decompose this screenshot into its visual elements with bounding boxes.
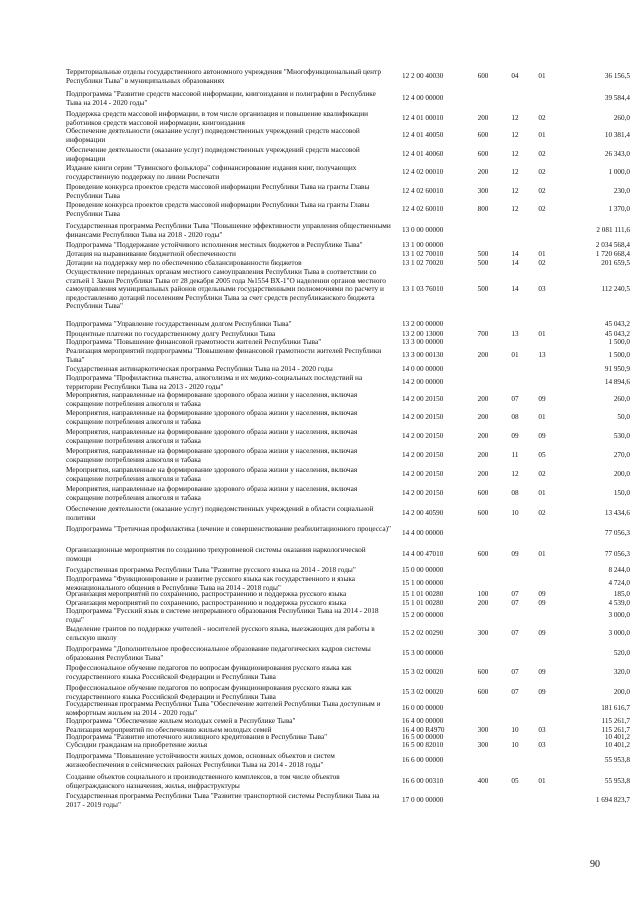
row-code: 12 4 02 00010 [402,168,444,177]
row-name: Издание книги серии "Тувинского фольклора" софинансирование издания книг, получающих государственную поддержку по линии Роспечати [66,163,357,181]
row-code: 15 2 02 00290 [402,629,444,638]
row-amount: 2 081 111,6 [596,226,630,235]
row-code: 13 0 00 00000 [402,226,444,235]
row-expense-type: 200 [477,599,489,607]
row-code: 14 4 00 00000 [402,529,444,538]
row-subsection: 01 [538,777,546,786]
row-amount: 45 043,2 [604,320,630,328]
row-amount: 77 056,3 [604,529,630,538]
row-expense-type: 200 [477,432,489,441]
row-amount: 1 370,0 [608,205,630,214]
row-expense-type: 300 [477,187,489,196]
row-expense-type: 600 [477,150,489,159]
row-subsection: 02 [538,150,546,159]
row-amount: 10 401,2 [604,741,630,749]
row-section: 12 [511,205,519,214]
row-name: Мероприятия, направленные на формирование здорового образа жизни у населения, включая сокращение потребления алкоголя и табака [66,465,358,483]
row-expense-type: 600 [477,668,489,677]
row-code: 17 0 00 00000 [402,796,444,805]
row-amount: 91 950,9 [604,365,630,373]
row-code: 15 0 00 00000 [402,566,444,574]
row-code: 12 4 01 40060 [402,150,444,159]
row-name: Государственная программа Республики Тыва "Развитие транспортной системы Республики Тыва на 2017 - 2019 годы" [66,791,380,809]
row-subsection: 03 [538,741,546,749]
row-amount: 1 694 823,7 [595,796,630,805]
row-name: Мероприятия, направленные на формирование здорового образа жизни у населения, включая сокращение потребления алкоголя и табака [66,484,358,502]
row-expense-type: 200 [477,413,489,422]
row-name: Подпрограмма "Профилактика пьянства, алкоголизма и их медико-социальных последствий на территории Республики Тыва на 2013 - 2020 годы" [66,373,363,391]
row-code: 14 2 00 40590 [402,509,444,518]
row-section: 05 [511,777,519,786]
row-name: Дотации на поддержку мер по обеспечению сбалансированности бюджетов [66,258,302,267]
row-expense-type: 200 [477,451,489,460]
row-name: Организация мероприятий по сохранению, распространению и поддержка русского языка [66,589,347,598]
row-expense-type: 200 [477,395,489,404]
row-name: Мероприятия, направленные на формирование здорового образа жизни у населения, включая сокращение потребления алкоголя и табака [66,446,358,464]
row-amount: 520,0 [613,649,630,658]
row-expense-type: 600 [477,131,489,140]
row-section: 12 [511,470,519,479]
row-code: 15 1 01 00280 [402,599,444,607]
row-subsection: 01 [538,131,546,140]
row-code: 13 3 00 00000 [402,338,444,346]
row-section: 07 [511,590,519,598]
row-name: Реализация мероприятий подпрограммы "Повышение финансовой грамотности жителей Республики Тыва" [66,346,382,364]
row-name: Мероприятия, направленные на формирование здорового образа жизни у населения, включая сокращение потребления алкоголя и табака [66,408,358,426]
row-name: Осуществление переданных органам местного самоуправления Республики Тыва в соответствии со статьей 1 Закон Республики Тыва от 28 декабря 2005 года №1554 ВХ-1"О наделении органов местного самоуправления муниципальных районов отдельными государственными полномочиями по расчету и предоставлению дотаций поселениям Республики Тыва за счет средств республиканского бюджета Республики Тыва" [66,267,386,311]
row-amount: 115 261,7 [601,726,630,734]
row-amount: 530,0 [613,432,630,441]
row-code: 13 3 00 00130 [402,351,444,360]
row-code: 15 3 02 00020 [402,668,444,677]
row-expense-type: 200 [477,168,489,177]
row-name: Дотация на выравнивание бюджетной обеспеченности [66,249,236,258]
row-code: 15 3 00 00000 [402,649,444,658]
row-code: 14 2 00 20150 [402,395,444,404]
row-subsection: 01 [538,489,546,498]
row-amount: 260,0 [613,114,630,123]
row-section: 12 [511,168,519,177]
row-amount: 3 000,0 [608,611,630,620]
row-amount: 13 434,6 [604,509,630,518]
row-expense-type: 200 [477,351,489,360]
row-code: 12 2 00 40030 [402,72,444,81]
row-subsection: 03 [538,285,546,294]
row-amount: 320,0 [613,668,630,677]
row-expense-type: 500 [477,259,489,267]
row-amount: 8 244,0 [608,566,630,574]
row-expense-type: 300 [477,726,489,734]
row-code: 16 6 00 00000 [402,756,444,765]
row-amount: 4 539,0 [608,599,630,607]
row-code: 16 0 00 00000 [402,704,444,713]
row-subsection: 09 [538,432,546,441]
row-name: Государственная антинаркотическая программа Республики Тыва на 2014 - 2020 годы [66,364,333,373]
row-expense-type: 700 [477,330,489,338]
row-code: 16 6 00 00310 [402,777,444,786]
row-section: 08 [511,489,519,498]
page-number: 90 [590,859,600,870]
row-code: 14 2 00 20150 [402,451,444,460]
row-amount: 150,0 [613,489,630,498]
row-code: 12 4 01 00010 [402,114,444,123]
row-amount: 115 261,7 [601,717,630,725]
row-code: 16 4 00 R4970 [402,726,445,734]
row-name: Поддержка средств массовой информации, в том числе организация и повышение квалификации работников средств массовой информации, книгоиздания [66,109,369,127]
row-name: Государственная программа Республики Тыва "Развитие русского языка на 2014 - 2018 годы" [66,565,356,574]
row-section: 10 [511,741,519,749]
row-section: 07 [511,599,519,607]
row-section: 12 [511,131,519,140]
row-amount: 1 720 668,4 [595,250,630,258]
row-subsection: 01 [538,413,546,422]
row-subsection: 13 [538,351,546,360]
row-name: Реализация мероприятий по обеспечению жильем молодых семей [66,725,272,734]
row-code: 15 1 00 00000 [402,579,444,588]
row-name: Организация мероприятий по сохранению, распространению и поддержка русского языка [66,598,347,607]
row-expense-type: 600 [477,509,489,518]
row-amount: 50,0 [617,413,630,422]
row-expense-type: 600 [477,688,489,697]
row-amount: 1 500,0 [608,351,630,360]
row-amount: 185,0 [613,590,630,598]
row-code: 13 1 02 70020 [402,259,444,267]
row-section: 12 [511,187,519,196]
row-code: 14 2 00 20150 [402,413,444,422]
row-code: 14 0 00 00000 [402,365,444,373]
row-name: Обеспечение деятельности (оказание услуг) подведомственных учреждений средств массовой информации [66,145,360,163]
row-section: 04 [511,72,519,81]
row-name: Организационные мероприятия по созданию трехуровневой системы оказания наркологической помощи [66,545,366,563]
row-amount: 10 381,4 [604,131,630,140]
row-amount: 45 043,2 [604,330,630,338]
row-name: Обеспечение деятельности (оказание услуг) подведомственных учреждений в области социальной политики [66,504,374,522]
row-name: Подпрограмма "Повышение устойчивости жилых домов, основных объектов и систем жизнеобеспечения в сейсмических районах Республики Тыва на 2014 - 2018 годы" [66,751,335,769]
row-amount: 39 584,4 [604,94,630,103]
row-name: Проведение конкурса проектов средств массовой информации Республики Тыва на гранты Главы Республики Тыва [66,200,370,218]
row-code: 13 2 00 13000 [402,330,444,338]
row-expense-type: 600 [477,72,489,81]
row-expense-type: 300 [477,629,489,638]
row-name: Территориальные отделы государственного автономного учреждения "Многофункциональный центр Республики Тыва" в муниципальных образованиях [66,67,381,85]
row-amount: 200,0 [613,470,630,479]
row-subsection: 02 [538,259,546,267]
row-code: 14 2 00 20150 [402,470,444,479]
row-amount: 77 056,3 [604,550,630,559]
row-expense-type: 600 [477,489,489,498]
row-amount: 26 343,0 [604,150,630,159]
row-name: Подпрограмма "Поддержание устойчивого исполнения местных бюджетов в Республике Тыва" [66,240,363,249]
row-name: Государственная программа Республики Тыва "Повышение эффективности управления общественными финансами Республики Тыва на 2018 - 2020 годы" [66,221,391,239]
row-section: 09 [511,432,519,441]
row-code: 15 2 00 00000 [402,611,444,620]
row-name: Государственная программа Республики Тыва "Обеспечение жителей Республики Тыва доступным и комфортным жильем на 2014 - 2020 годы" [66,699,381,717]
row-section: 07 [511,668,519,677]
row-name: Подпрограмма "Дополнительное профессиональное образование педагогических кадров системы образования Республики Тыва" [66,644,371,662]
row-code: 12 4 02 60010 [402,205,444,214]
row-code: 12 4 02 60010 [402,187,444,196]
row-code: 16 4 00 00000 [402,717,444,725]
row-name: Подпрограмма "Управление государственным долгом Республики Тыва" [66,319,292,328]
row-subsection: 01 [538,550,546,559]
row-name: Мероприятия, направленные на формирование здорового образа жизни у населения, включая сокращение потребления алкоголя и табака [66,390,358,408]
row-expense-type: 600 [477,550,489,559]
row-subsection: 09 [538,395,546,404]
row-name: Обеспечение деятельности (оказание услуг) подведомственных учреждений средств массовой информации [66,126,360,144]
row-subsection: 09 [538,688,546,697]
row-name: Подпрограмма "Функционирование и развитие русского языка как государственного и языка межнационального общения в Республике Тыва на 2014 - 2018 годы" [66,574,356,592]
row-code: 12 4 00 00000 [402,94,444,103]
row-name: Подпрограмма "Обеспечение жильем молодых семей в Республике Тыва" [66,716,296,725]
row-section: 12 [511,114,519,123]
row-subsection: 02 [538,168,546,177]
row-amount: 1 000,0 [608,168,630,177]
row-section: 07 [511,688,519,697]
row-subsection: 01 [538,250,546,258]
row-subsection: 01 [538,330,546,338]
row-name: Создание объектов социального и производственного комплексов, в том числе объектов общегражданского назначения, жилья, инфраструктуры [66,772,340,790]
row-code: 14 2 00 20150 [402,432,444,441]
row-code: 13 2 00 00000 [402,320,444,328]
row-subsection: 02 [538,470,546,479]
row-amount: 201 659,5 [601,259,630,267]
row-code: 14 2 00 20150 [402,489,444,498]
row-amount: 2 034 568,4 [595,241,630,249]
row-amount: 3 000,0 [608,629,630,638]
row-name: Подпрограмма "Русский язык в системе непрерывного образования Республики Тыва на 2014 - 2018 годы" [66,606,379,624]
row-subsection: 09 [538,668,546,677]
row-subsection: 02 [538,187,546,196]
row-code: 14 2 00 00000 [402,378,444,387]
row-name: Подпрограмма "Повышение финансовой грамотности жителей Республики Тыва" [66,337,322,346]
row-code: 15 3 02 00020 [402,688,444,697]
row-code: 13 1 00 00000 [402,241,444,249]
row-subsection: 02 [538,205,546,214]
row-amount: 200,0 [613,688,630,697]
row-expense-type: 500 [477,250,489,258]
row-name: Проведение конкурса проектов средств массовой информации Республики Тыва на гранты Главы Республики Тыва [66,182,370,200]
row-amount: 112 240,5 [601,285,630,294]
row-section: 08 [511,413,519,422]
row-amount: 10 401,2 [604,733,630,741]
row-code: 16 5 00 82010 [402,741,444,749]
row-section: 13 [511,330,519,338]
row-name: Выделение грантов по поддержке учителей - носителей русского языка, выезжающих для работы в сельскую школу [66,624,375,642]
row-code: 16 5 00 00000 [402,733,444,741]
row-name: Профессиональное обучение педагогов по вопросам функционирования русского языка как государственного языка Российской Федерации и Республики Тыва [66,683,352,701]
row-subsection: 09 [538,590,546,598]
row-subsection: 09 [538,629,546,638]
row-name: Профессиональное обучение педагогов по вопросам функционирования русского языка как государственного языка Российской Федерации и Республики Тыва [66,663,352,681]
row-name: Субсидии гражданам на приобретение жилья [66,740,208,749]
row-code: 13 1 02 70010 [402,250,444,258]
row-section: 14 [511,250,519,258]
row-section: 01 [511,351,519,360]
row-section: 10 [511,726,519,734]
row-subsection: 01 [538,72,546,81]
row-name: Подпрограмма "Третичная профилактика (лечение и совершенствование реабилитационного процесса)" [66,524,391,533]
row-name: Подпрограмма "Развитие ипотечного жилищного кредитования в Республике Тыва" [66,732,328,741]
row-expense-type: 200 [477,114,489,123]
row-amount: 4 724,0 [608,579,630,588]
row-section: 07 [511,629,519,638]
row-expense-type: 500 [477,285,489,294]
row-code: 14 4 00 47010 [402,550,444,559]
row-subsection: 09 [538,599,546,607]
row-amount: 14 894,6 [604,378,630,387]
row-subsection: 02 [538,114,546,123]
row-code: 15 1 01 00280 [402,590,444,598]
row-expense-type: 300 [477,741,489,749]
row-expense-type: 200 [477,470,489,479]
row-expense-type: 400 [477,777,489,786]
row-section: 14 [511,259,519,267]
row-amount: 181 616,7 [601,704,630,713]
row-section: 14 [511,285,519,294]
row-section: 10 [511,509,519,518]
row-amount: 270,0 [613,451,630,460]
row-subsection: 03 [538,726,546,734]
row-section: 12 [511,150,519,159]
row-name: Мероприятия, направленные на формирование здорового образа жизни у населения, включая сокращение потребления алкоголя и табака [66,427,358,445]
row-name: Подпрограмма "Развитие средств массовой информации, книгоиздания и полиграфии в Республике Тыва на 2014 - 2020 годы" [66,89,376,107]
row-code: 12 4 01 40050 [402,131,444,140]
row-expense-type: 800 [477,205,489,214]
row-amount: 260,0 [613,395,630,404]
row-section: 07 [511,395,519,404]
row-amount: 230,0 [613,187,630,196]
row-section: 09 [511,550,519,559]
row-section: 11 [511,451,519,460]
row-expense-type: 100 [477,590,489,598]
row-amount: 55 953,8 [604,777,630,786]
row-subsection: 02 [538,509,546,518]
row-name: Процентные платежи по государственному долгу Республики Тыва [66,329,276,338]
row-amount: 1 500,0 [608,338,630,346]
row-amount: 55 953,8 [604,756,630,765]
row-amount: 36 156,5 [604,72,630,81]
row-code: 13 1 03 76010 [402,285,444,294]
row-subsection: 05 [538,451,546,460]
